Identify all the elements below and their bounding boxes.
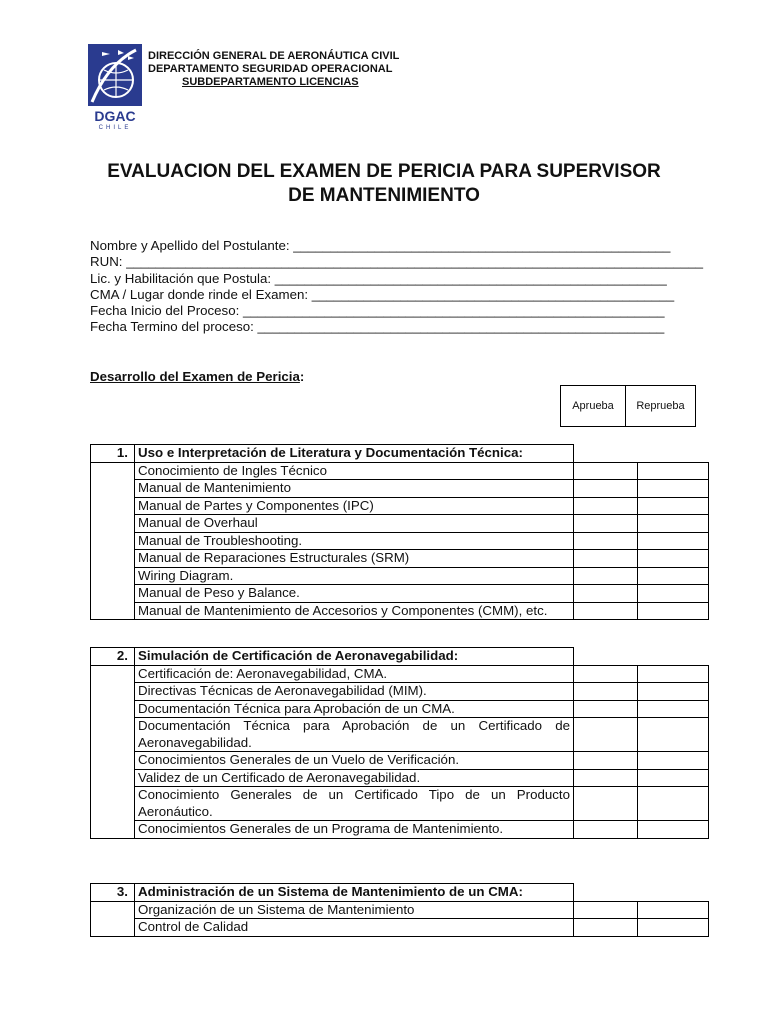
reject-cell[interactable] [638,752,709,770]
approve-cell[interactable] [574,752,638,770]
reject-cell[interactable] [638,515,709,533]
title-line-2: DE MANTENIMIENTO [288,185,480,206]
list-item: Documentación Técnica para Aprobación de un CMA. [135,700,574,718]
document-title [88,160,680,208]
list-item: Control de Calidad [135,919,574,937]
reject-cell[interactable] [638,550,709,568]
reject-cell[interactable] [638,585,709,603]
approve-cell[interactable] [574,821,638,839]
list-item: Conocimientos Generales de un Vuelo de Verificación. [135,752,574,770]
reject-cell[interactable] [638,602,709,620]
approve-cell[interactable] [574,602,638,620]
section-2-table [90,647,709,839]
section-heading: Uso e Interpretación de Literatura y Documentación Técnica: [135,445,574,463]
reject-cell[interactable] [638,462,709,480]
reject-cell[interactable] [638,532,709,550]
section-number: 3. [91,884,135,902]
field-name[interactable]: Nombre y Apellido del Postulante: ___________________________________________________ [90,238,671,253]
section-number: 2. [91,648,135,666]
reject-cell[interactable] [638,901,709,919]
approve-cell[interactable] [574,718,638,752]
reject-cell[interactable] [638,480,709,498]
section-3-table [90,883,709,937]
org-line-3: SUBDEPARTAMENTO LICENCIAS [182,76,359,88]
logo-text: DGAC [94,108,136,124]
field-license[interactable]: Lic. y Habilitación que Postula: _____________________________________________________ [90,270,667,286]
approve-cell[interactable] [574,585,638,603]
list-item: Manual de Partes y Componentes (IPC) [135,497,574,515]
section-heading: Simulación de Certificación de Aeronavegabilidad: [135,648,574,666]
development-label: Desarrollo del Examen de Pericia [90,369,300,384]
list-item: Directivas Técnicas de Aeronavegabilidad (MIM). [135,683,574,701]
reject-cell[interactable] [638,787,709,821]
approve-cell[interactable] [574,769,638,787]
list-item: Conocimiento Generales de un Certificado Tipo de un Producto Aeronáutico. [135,787,574,821]
title-line-1: EVALUACION DEL EXAMEN DE PERICIA PARA SUPERVISOR [107,161,661,182]
list-item: Manual de Overhaul [135,515,574,533]
list-item: Manual de Peso y Balance. [135,585,574,603]
field-start-date[interactable]: Fecha Inicio del Proceso: _________________________________________________________ [90,303,665,319]
list-item: Manual de Mantenimiento [135,480,574,498]
reject-cell[interactable] [638,700,709,718]
approve-cell[interactable] [574,787,638,821]
logo-subtext: CHILE [98,125,132,130]
development-colon: : [299,369,305,384]
organization-header [148,50,399,89]
list-item: Manual de Reparaciones Estructurales (SRM) [135,550,574,568]
field-cma-location[interactable]: CMA / Lugar donde rinde el Examen: _________________________________________________ [90,286,675,302]
reject-cell[interactable] [638,683,709,701]
reject-cell[interactable] [638,665,709,683]
approve-cell[interactable] [574,497,638,515]
list-item: Organización de un Sistema de Mantenimiento [135,901,574,919]
reject-cell[interactable] [638,919,709,937]
list-item: Certificación de: Aeronavegabilidad, CMA. [135,665,574,683]
result-header [560,385,696,427]
approve-cell[interactable] [574,665,638,683]
field-run[interactable]: RUN: ______________________________________________________________________________ [90,254,704,270]
dgac-logo [88,44,142,130]
list-item: Manual de Mantenimiento de Accesorios y Componentes (CMM), etc. [135,602,574,620]
development-heading [90,369,304,384]
approve-cell[interactable] [574,683,638,701]
list-item: Documentación Técnica para Aprobación de un Certificado de Aeronavegabilidad. [135,718,574,752]
approve-cell[interactable] [574,550,638,568]
reject-cell[interactable] [638,769,709,787]
approve-cell[interactable] [574,919,638,937]
list-item: Validez de un Certificado de Aeronavegabilidad. [135,769,574,787]
approve-cell[interactable] [574,700,638,718]
approve-cell[interactable] [574,567,638,585]
approve-cell[interactable] [574,462,638,480]
approve-cell[interactable] [574,901,638,919]
reject-header: Reprueba [636,400,685,412]
reject-cell[interactable] [638,718,709,752]
list-item: Conocimientos Generales de un Programa de Mantenimiento. [135,821,574,839]
org-line-1: DIRECCIÓN GENERAL DE AERONÁUTICA CIVIL [148,50,400,62]
approve-cell[interactable] [574,532,638,550]
approve-header: Aprueba [561,386,626,426]
approve-cell[interactable] [574,480,638,498]
reject-cell[interactable] [638,821,709,839]
list-item: Manual de Troubleshooting. [135,532,574,550]
field-end-date[interactable]: Fecha Termino del proceso: _______________________________________________________ [90,319,665,335]
list-item: Wiring Diagram. [135,567,574,585]
reject-cell[interactable] [638,497,709,515]
section-heading: Administración de un Sistema de Mantenimiento de un CMA: [135,884,574,902]
section-number: 1. [91,445,135,463]
approve-cell[interactable] [574,515,638,533]
org-line-2: DEPARTAMENTO SEGURIDAD OPERACIONAL [148,63,393,75]
reject-cell[interactable] [638,567,709,585]
section-1-table [90,444,709,620]
applicant-fields [90,238,703,336]
list-item: Conocimiento de Ingles Técnico [135,462,574,480]
